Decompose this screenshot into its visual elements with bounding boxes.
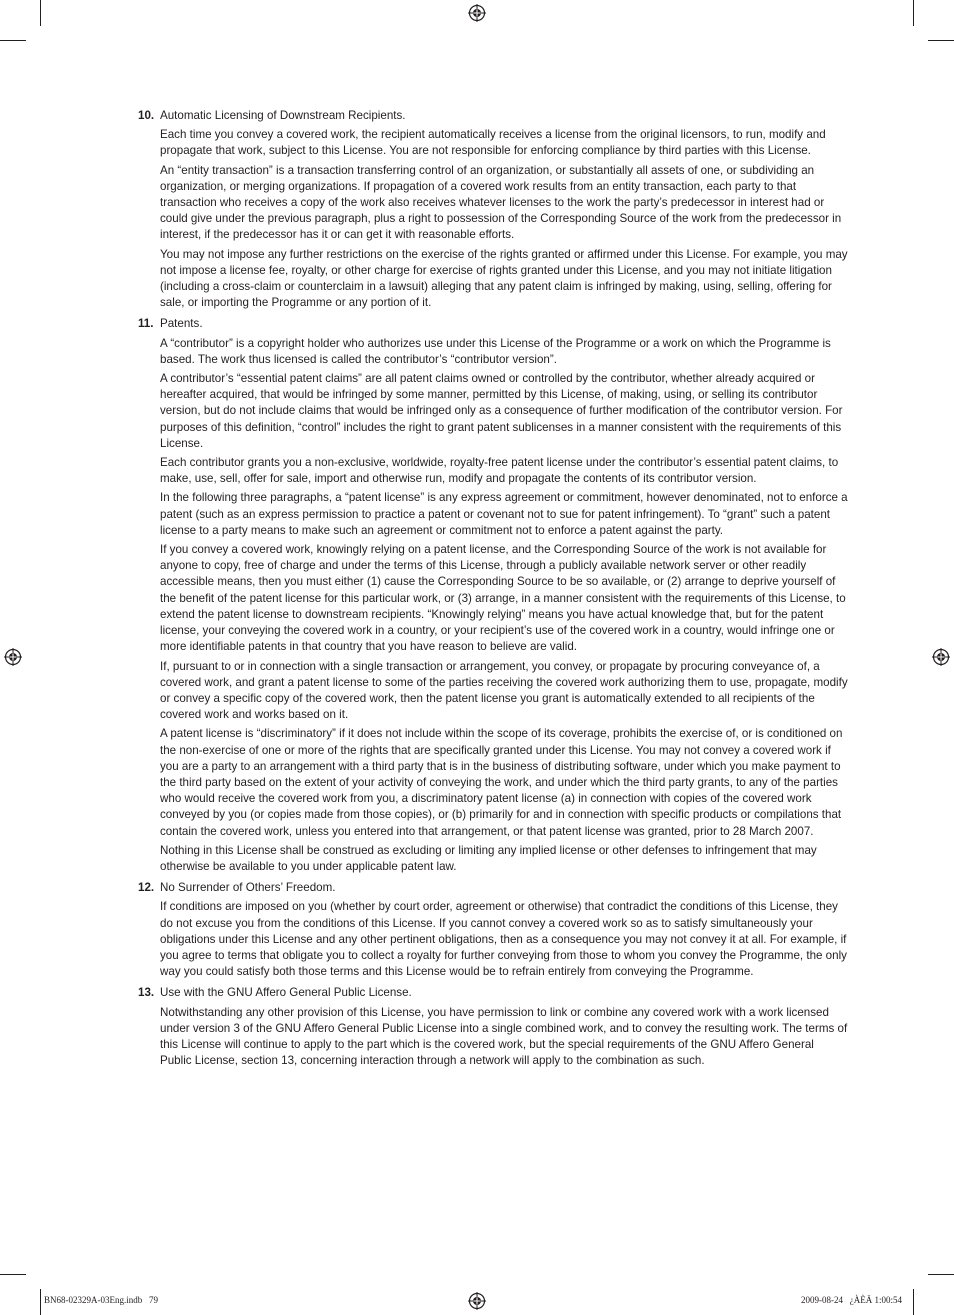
license-text <box>138 108 848 1074</box>
registration-mark-icon <box>932 648 950 666</box>
paragraph: If conditions are imposed on you (whether by court order, agreement or otherwise) that contradict the conditions of this License, they do not excuse you from the conditions of this License. If you cannot convey a covered work so as to satisfy simultaneously your obligations under this License and any other pertinent obligations, then as a consequence you may not convey it at all. For example, if you agree to terms that obligate you to collect a royalty for further conveying from those to whom you convey the Programme, the only way you could satisfy both those terms and this License would be to refrain entirely from conveying the Programme. <box>160 900 847 979</box>
section-heading: No Surrender of Others’ Freedom. <box>160 881 336 895</box>
section-heading: Use with the GNU Affero General Public License. <box>160 986 412 1000</box>
paragraph: Each time you convey a covered work, the recipient automatically receives a license from the original licensors, to run, modify and propagate that work, subject to this License. You are not responsible for enforcing compliance by third parties with this License. <box>160 128 826 158</box>
section-heading: Automatic Licensing of Downstream Recipients. <box>160 109 406 122</box>
registration-mark-icon <box>468 1292 486 1310</box>
crop-mark-top-left-vertical <box>40 0 41 26</box>
crop-mark-bottom-right-vertical <box>913 1289 914 1315</box>
registration-mark-icon <box>468 4 486 22</box>
section-heading: Patents. <box>160 317 203 331</box>
section-10 <box>138 108 848 311</box>
footer-file-info: BN68-02329A-03Eng.indb 79 <box>44 1295 158 1305</box>
crop-mark-top-right-horizontal <box>928 40 954 41</box>
crop-mark-bottom-right-horizontal <box>928 1274 954 1275</box>
crop-mark-top-left-horizontal <box>0 40 26 41</box>
section-number: 11. <box>138 317 154 331</box>
crop-mark-top-right-vertical <box>913 0 914 26</box>
section-12 <box>138 880 848 980</box>
paragraph: A “contributor” is a copyright holder who authorizes use under this License of the Programme or a work on which the Programme is based. The work thus licensed is called the contributor’s “contributor version”. <box>160 336 831 366</box>
section-11 <box>138 316 848 875</box>
section-number: 12. <box>138 881 155 895</box>
paragraph: Notwithstanding any other provision of this License, you have permission to link or combine any covered work with a work licensed under version 3 of the GNU Affero General Public License into a single combined work, and to convey the resulting work. The terms of this License will continue to apply to the part which is the covered work, but the special requirements of the GNU Affero General Public License, section 13, concerning interaction through a network will apply to the combination as such. <box>160 1005 848 1068</box>
paragraph: You may not impose any further restrictions on the exercise of the rights granted or affirmed under this License. For example, you may not impose a license fee, royalty, or other charge for exercise of rights granted under this License, and you may not initiate litigation (including a cross-claim or counterclaim in a lawsuit) alleging that any patent claim is infringed by making, using, selling, offering for sale, or importing the Programme or any portion of it. <box>160 247 848 310</box>
section-number: 13. <box>138 986 155 1000</box>
paragraph: In the following three paragraphs, a “patent license” is any express agreement or commitment, however denominated, not to enforce a patent (such as an express permission to practice a patent or covenant not to sue for patent infringement). To “grant” such a patent license to a party means to make such an agreement or commitment not to enforce a patent against the party. <box>160 491 848 537</box>
paragraph: An “entity transaction” is a transaction transferring control of an organization, or substantially all assets of one, or subdividing an organization, or merging organizations. If propagation of a covered work results from an entity transaction, each party to that transaction who receives a copy of the work also receives whatever licenses to the work the party’s predecessor in interest had or could give under the previous paragraph, plus a right to possession of the Corresponding Source of the work from the predecessor in interest, if the predecessor has it or can get it with reasonable efforts. <box>160 163 842 242</box>
paragraph: A contributor’s “essential patent claims” are all patent claims owned or controlled by the contributor, whether already acquired or hereafter acquired, that would be infringed by some manner, permitted by this License, of making, using, or selling its contributor version, but do not include claims that would be infringed only as a consequence of further modification of the contributor version. For purposes of this definition, “control” includes the right to grant patent sublicenses in a manner consistent with the requirements of this License. <box>160 372 843 450</box>
section-number: 10. <box>138 109 155 122</box>
registration-mark-icon <box>4 648 22 666</box>
paragraph: Each contributor grants you a non-exclusive, worldwide, royalty-free patent license under the contributor’s essential patent claims, to make, use, sell, offer for sale, import and otherwise run, modify and propagate the contents of its contributor version. <box>160 456 839 486</box>
paragraph: A patent license is “discriminatory” if it does not include within the scope of its coverage, prohibits the exercise of, or is conditioned on the non-exercise of one or more of the rights that are specifically granted under this License. You may not convey a covered work if you are a party to an arrangement with a third party that is in the business of distributing software, under which you make payment to the third party based on the extent of your activity of conveying the work, and under which the third party grants, to any of the parties who would receive the covered work from you, a discriminatory patent license (a) in connection with copies of the covered work conveyed by you (or copies made from those copies), or (b) primarily for and in connection with specific products or compilations that contain the covered work, unless you entered into that arrangement, or that patent license was granted, prior to 28 March 2007. <box>160 727 843 838</box>
crop-mark-bottom-left-horizontal <box>0 1274 26 1275</box>
paragraph: If you convey a covered work, knowingly relying on a patent license, and the Corresponding Source of the work is not available for anyone to copy, free of charge and under the terms of this License, through a publicly available network server or other readily accessible means, then you must either (1) cause the Corresponding Source to be so available, or (2) arrange to deprive yourself of the benefit of the patent license for this particular work, or (3) arrange, in a manner consistent with the requirements of this License, to extend the patent license to downstream recipients. “Knowingly relying” means you have actual knowledge that, but for the patent license, your conveying the covered work in a country, or your recipient’s use of the covered work in a country, would infringe one or more identifiable patents in that country that you have reason to believe are valid. <box>160 543 846 654</box>
footer-timestamp: 2009-08-24 ¿ÀÈÄ 1:00:54 <box>801 1295 902 1305</box>
paragraph: If, pursuant to or in connection with a single transaction or arrangement, you convey, or propagate by procuring conveyance of, a covered work, and grant a patent license to some of the parties receiving the covered work authorizing them to use, propagate, modify or convey a specific copy of the covered work, then the patent license you grant is automatically extended to all recipients of the covered work and works based on it. <box>160 659 848 722</box>
paragraph: Nothing in this License shall be construed as excluding or limiting any implied license or other defenses to infringement that may otherwise be available to you under applicable patent law. <box>160 843 817 873</box>
section-13 <box>138 985 848 1069</box>
crop-mark-bottom-left-vertical <box>40 1289 41 1315</box>
